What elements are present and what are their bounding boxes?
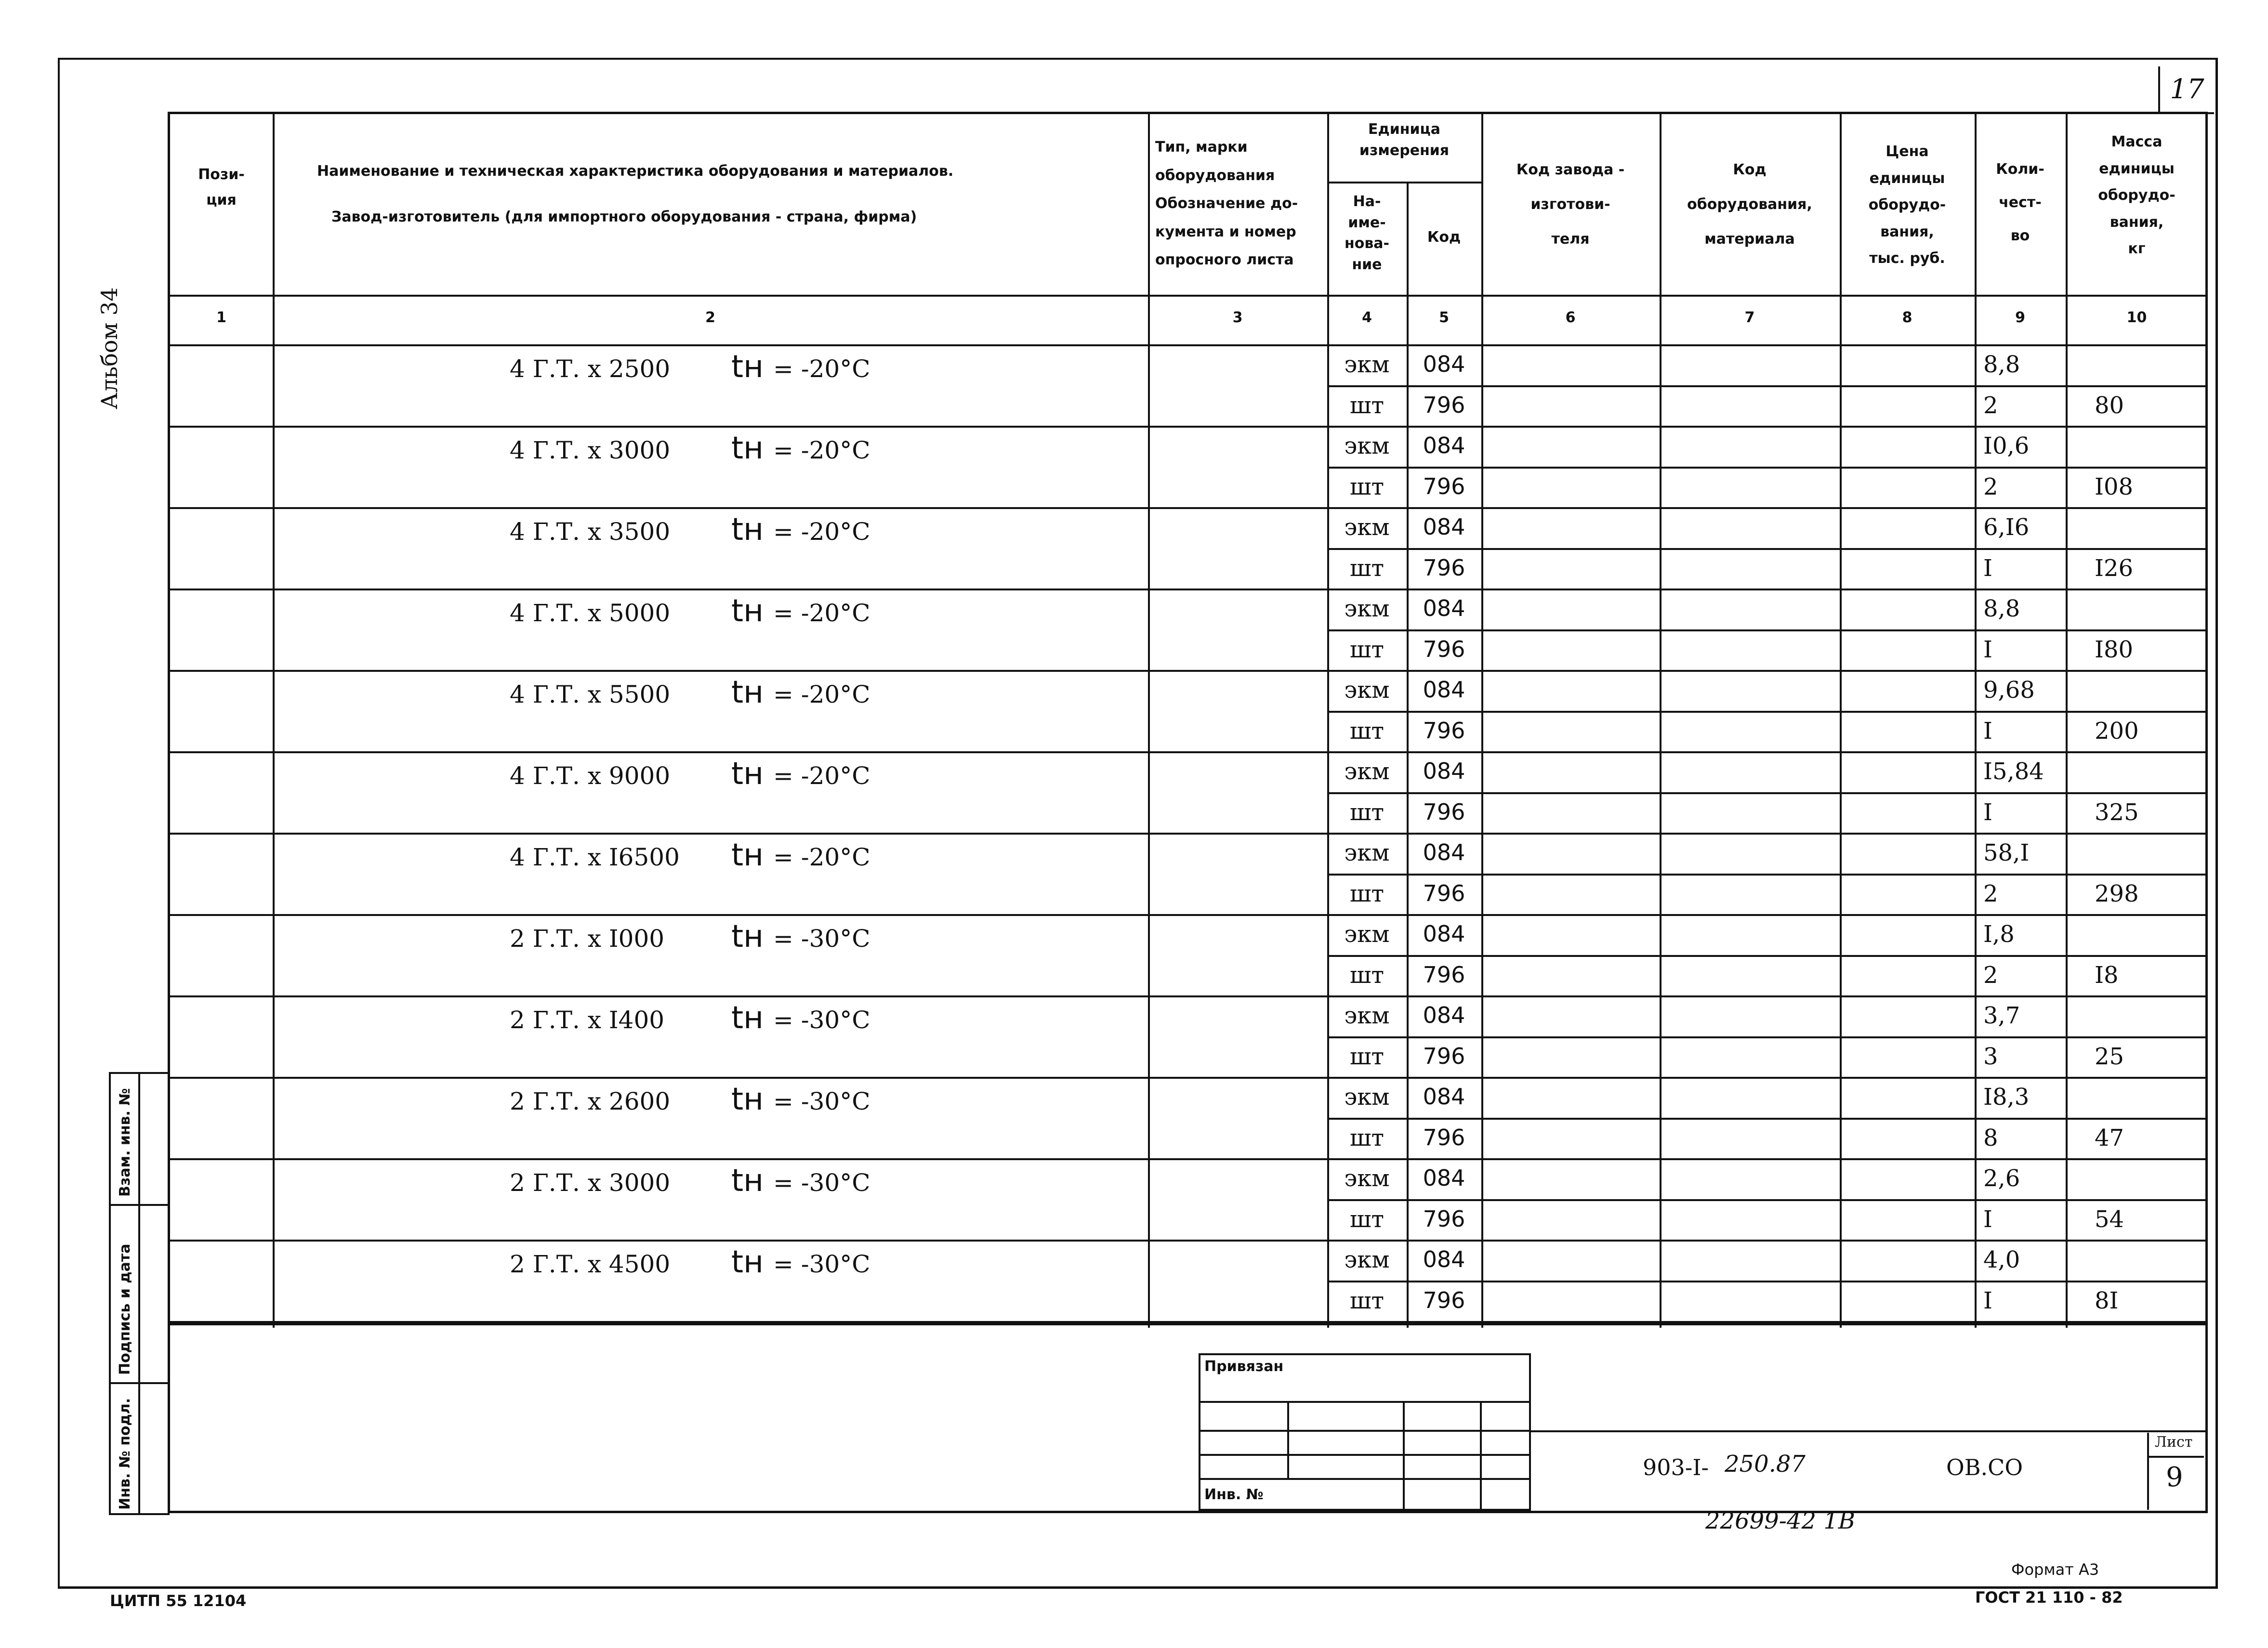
unit-code-cell: 084 bbox=[1423, 1165, 1465, 1191]
unit-code-cell: 796 bbox=[1423, 473, 1465, 499]
unit-code-cell: 084 bbox=[1423, 1002, 1465, 1028]
unit-name-cell: экм bbox=[1344, 514, 1390, 541]
equipment-size: 4 Г.Т. х 3000 bbox=[510, 436, 671, 464]
unit-code-cell: 796 bbox=[1423, 1043, 1465, 1069]
header-divider bbox=[170, 295, 2208, 297]
header-name: Наименование и техническая характеристика оборудования и материалов. bbox=[317, 163, 954, 180]
quantity-cell: 4,0 bbox=[1983, 1246, 2020, 1273]
binding-box bbox=[1199, 1353, 1531, 1511]
header-unit-name: На- име- нова- ние bbox=[1344, 193, 1390, 273]
unit-name-cell: шт bbox=[1349, 717, 1385, 745]
equipment-name bbox=[510, 675, 870, 710]
equipment-name bbox=[510, 1000, 870, 1036]
binding-line bbox=[1403, 1401, 1405, 1509]
temperature-value: = -20°C bbox=[773, 599, 870, 627]
row-divider bbox=[170, 589, 2208, 590]
header-quantity: Коли- чест- во bbox=[1996, 161, 2044, 244]
row-divider bbox=[1327, 711, 2208, 713]
row-divider bbox=[170, 751, 2208, 753]
mass-cell: 54 bbox=[2095, 1205, 2124, 1233]
row-divider bbox=[1327, 1036, 2208, 1038]
temperature-value: = -20°C bbox=[773, 762, 870, 790]
equipment-size: 2 Г.Т. х 2600 bbox=[510, 1087, 671, 1115]
unit-code-cell: 084 bbox=[1423, 677, 1465, 703]
equipment-size: 2 Г.Т. х 4500 bbox=[510, 1250, 671, 1278]
equipment-size: 2 Г.Т. х I000 bbox=[510, 925, 665, 953]
mass-cell: 325 bbox=[2095, 798, 2139, 826]
quantity-cell: I bbox=[1983, 717, 1992, 745]
unit-code-cell: 796 bbox=[1423, 717, 1465, 744]
quantity-cell: I bbox=[1983, 798, 1992, 826]
unit-code-cell: 084 bbox=[1423, 514, 1465, 540]
mass-cell: I26 bbox=[2095, 554, 2134, 582]
row-divider bbox=[170, 1240, 2208, 1242]
header-equipment-code: Код оборудования, материала bbox=[1687, 161, 1812, 248]
sheet-value: 9 bbox=[2166, 1462, 2183, 1493]
quantity-cell: 8,8 bbox=[1983, 351, 2020, 378]
equipment-size: 2 Г.Т. х 3000 bbox=[510, 1169, 671, 1197]
unit-code-cell: 796 bbox=[1423, 636, 1465, 662]
equipment-name bbox=[510, 512, 870, 548]
temperature-value: = -30°C bbox=[773, 1250, 870, 1278]
unit-name-cell: экм bbox=[1344, 839, 1390, 866]
quantity-cell: 9,68 bbox=[1983, 677, 2035, 704]
equipment-size: 4 Г.Т. х 3500 bbox=[510, 518, 671, 546]
column-number: 4 bbox=[1362, 309, 1372, 326]
quantity-cell: I bbox=[1983, 636, 1992, 663]
unit-name-cell: шт bbox=[1349, 798, 1385, 826]
side-stamp bbox=[109, 1072, 170, 1515]
temperature-symbol: tн bbox=[731, 756, 764, 792]
unit-code-cell: 084 bbox=[1423, 839, 1465, 865]
mass-cell: 25 bbox=[2095, 1043, 2124, 1070]
binding-label: Привязан bbox=[1204, 1358, 1284, 1375]
temperature-symbol: tн bbox=[731, 675, 764, 710]
unit-name-cell: шт bbox=[1349, 1043, 1385, 1070]
unit-name-cell: экм bbox=[1344, 1002, 1390, 1029]
header-position: Пози- ция bbox=[198, 166, 245, 209]
column-number: 10 bbox=[2126, 309, 2147, 326]
unit-name-cell: шт bbox=[1349, 1205, 1385, 1233]
column-number: 1 bbox=[216, 309, 226, 326]
equipment-size: 4 Г.Т. х 2500 bbox=[510, 355, 671, 383]
temperature-value: = -20°C bbox=[773, 355, 870, 383]
column-number: 5 bbox=[1439, 309, 1449, 326]
unit-code-cell: 796 bbox=[1423, 554, 1465, 581]
unit-name-cell: шт bbox=[1349, 392, 1385, 419]
document-code-handwritten: 250.87 bbox=[1725, 1451, 1806, 1478]
row-divider bbox=[170, 1321, 2208, 1323]
unit-name-cell: экм bbox=[1344, 921, 1390, 948]
quantity-cell: I0,6 bbox=[1983, 432, 2030, 459]
quantity-cell: 8 bbox=[1983, 1124, 1998, 1151]
unit-code-cell: 084 bbox=[1423, 432, 1465, 458]
section-code: ОВ.СО bbox=[1946, 1454, 2023, 1480]
unit-code-cell: 084 bbox=[1423, 595, 1465, 621]
equipment-name bbox=[510, 431, 870, 466]
stamp-inv-label: Инв. № подл. bbox=[117, 1398, 133, 1510]
unit-code-cell: 084 bbox=[1423, 758, 1465, 784]
equipment-size: 4 Г.Т. х 9000 bbox=[510, 762, 671, 790]
quantity-cell: 2 bbox=[1983, 961, 1998, 989]
mass-cell: 298 bbox=[2095, 880, 2139, 907]
equipment-size: 4 Г.Т. х I6500 bbox=[510, 843, 680, 871]
equipment-name bbox=[510, 349, 870, 385]
temperature-symbol: tн bbox=[731, 1082, 764, 1117]
unit-name-cell: шт bbox=[1349, 1287, 1385, 1314]
unit-code-cell: 796 bbox=[1423, 392, 1465, 418]
footer-gost: ГОСТ 21 110 - 82 bbox=[1975, 1588, 2123, 1607]
specification-table bbox=[168, 112, 2208, 1325]
album-label: Альбом 34 bbox=[96, 287, 122, 409]
unit-name-cell: шт bbox=[1349, 1124, 1385, 1151]
unit-name-cell: экм bbox=[1344, 351, 1390, 378]
mass-cell: 200 bbox=[2095, 717, 2139, 745]
row-divider bbox=[1327, 1281, 2208, 1282]
row-divider bbox=[1327, 629, 2208, 631]
equipment-size: 2 Г.Т. х I400 bbox=[510, 1006, 665, 1034]
inv-number-label: Инв. № bbox=[1204, 1486, 1264, 1503]
unit-name-cell: шт bbox=[1349, 880, 1385, 907]
column-number: 3 bbox=[1232, 309, 1243, 326]
unit-code-cell: 796 bbox=[1423, 1205, 1465, 1232]
unit-code-cell: 796 bbox=[1423, 798, 1465, 825]
title-block-line bbox=[1531, 1430, 2208, 1432]
equipment-name bbox=[510, 1163, 870, 1199]
temperature-value: = -30°C bbox=[773, 1087, 870, 1115]
temperature-value: = -20°C bbox=[773, 680, 870, 708]
unit-code-cell: 796 bbox=[1423, 961, 1465, 988]
temperature-symbol: tн bbox=[731, 837, 764, 873]
temperature-symbol: tн bbox=[731, 431, 764, 466]
quantity-cell: 2,6 bbox=[1983, 1165, 2020, 1192]
footer-format: Формат А3 bbox=[2011, 1560, 2099, 1579]
row-divider bbox=[170, 995, 2208, 997]
sheet-number-top: 17 bbox=[2158, 66, 2214, 114]
unit-code-cell: 084 bbox=[1423, 921, 1465, 947]
row-divider bbox=[170, 1077, 2208, 1079]
title-block-area bbox=[168, 1325, 2208, 1513]
sheet-cell bbox=[2147, 1433, 2206, 1510]
header-mass: Масса единицы оборудо- вания, кг bbox=[2098, 133, 2176, 257]
unit-code-cell: 796 bbox=[1423, 1124, 1465, 1151]
temperature-value: = -30°C bbox=[773, 925, 870, 953]
quantity-cell: I bbox=[1983, 554, 1992, 582]
equipment-name bbox=[510, 837, 870, 873]
stamp-divider bbox=[111, 1204, 168, 1206]
column-number: 9 bbox=[2015, 309, 2025, 326]
sheet-label: Лист bbox=[2155, 1434, 2193, 1451]
row-divider bbox=[1327, 1199, 2208, 1201]
temperature-symbol: tн bbox=[731, 1000, 764, 1036]
quantity-cell: I5,84 bbox=[1983, 758, 2044, 785]
stamp-vzam-label: Взам. инв. № bbox=[117, 1088, 133, 1197]
column-number: 8 bbox=[1902, 309, 1912, 326]
equipment-name bbox=[510, 756, 870, 792]
unit-name-cell: экм bbox=[1344, 595, 1390, 622]
temperature-symbol: tн bbox=[731, 349, 764, 385]
column-number: 2 bbox=[705, 309, 715, 326]
row-divider bbox=[170, 1158, 2208, 1160]
quantity-cell: I bbox=[1983, 1287, 1992, 1314]
row-divider bbox=[170, 507, 2208, 509]
unit-name-cell: экм bbox=[1344, 1165, 1390, 1192]
unit-code-cell: 084 bbox=[1423, 1246, 1465, 1272]
unit-name-cell: экм bbox=[1344, 432, 1390, 459]
row-divider bbox=[1327, 385, 2208, 387]
handwritten-registration: 22699-42 1В bbox=[1705, 1507, 1856, 1534]
equipment-name bbox=[510, 919, 870, 955]
quantity-cell: I bbox=[1983, 1205, 1992, 1233]
unit-name-cell: шт bbox=[1349, 636, 1385, 663]
unit-name-cell: экм bbox=[1344, 758, 1390, 785]
header-divider bbox=[1327, 182, 1481, 183]
document-code: 903-I- bbox=[1643, 1454, 1709, 1480]
sheet-line bbox=[2149, 1456, 2204, 1458]
temperature-symbol: tн bbox=[731, 1244, 764, 1280]
mass-cell: I8 bbox=[2095, 961, 2119, 989]
header-price: Цена единицы оборудо- вания, тыс. руб. bbox=[1868, 143, 1946, 267]
row-divider bbox=[1327, 1118, 2208, 1120]
row-divider bbox=[170, 426, 2208, 428]
quantity-cell: I8,3 bbox=[1983, 1084, 2030, 1111]
mass-cell: I08 bbox=[2095, 473, 2134, 500]
quantity-cell: 3,7 bbox=[1983, 1002, 2020, 1029]
binding-line bbox=[1480, 1401, 1482, 1509]
mass-cell: 8I bbox=[2095, 1287, 2119, 1314]
quantity-cell: 2 bbox=[1983, 392, 1998, 419]
header-divider bbox=[170, 344, 2208, 346]
temperature-value: = -20°C bbox=[773, 518, 870, 546]
temperature-value: = -30°C bbox=[773, 1006, 870, 1034]
temperature-symbol: tн bbox=[731, 1163, 764, 1199]
stamp-signature-label: Подпись и дата bbox=[117, 1243, 133, 1375]
quantity-cell: 2 bbox=[1983, 880, 1998, 907]
footer-left: ЦИТП 55 12104 bbox=[110, 1592, 247, 1610]
quantity-cell: 6,I6 bbox=[1983, 514, 2030, 541]
header-name-sub: Завод-изготовитель (для импортного оборудования - страна, фирма) bbox=[331, 209, 917, 225]
row-divider bbox=[1327, 548, 2208, 550]
unit-name-cell: шт bbox=[1349, 961, 1385, 989]
temperature-value: = -20°C bbox=[773, 436, 870, 464]
temperature-value: = -30°C bbox=[773, 1169, 870, 1197]
temperature-symbol: tн bbox=[731, 919, 764, 955]
row-divider bbox=[1327, 467, 2208, 469]
unit-code-cell: 084 bbox=[1423, 1084, 1465, 1110]
header-unit-group: Единица измерения bbox=[1359, 121, 1450, 159]
unit-name-cell: экм bbox=[1344, 677, 1390, 704]
row-divider bbox=[170, 914, 2208, 916]
mass-cell: I80 bbox=[2095, 636, 2134, 663]
temperature-symbol: tн bbox=[731, 512, 764, 548]
unit-code-cell: 796 bbox=[1423, 1287, 1465, 1313]
quantity-cell: I,8 bbox=[1983, 921, 2015, 948]
temperature-symbol: tн bbox=[731, 593, 764, 629]
unit-name-cell: шт bbox=[1349, 473, 1385, 500]
equipment-size: 4 Г.Т. х 5500 bbox=[510, 680, 671, 708]
unit-name-cell: экм bbox=[1344, 1084, 1390, 1111]
equipment-size: 4 Г.Т. х 5000 bbox=[510, 599, 671, 627]
unit-code-cell: 796 bbox=[1423, 880, 1465, 906]
row-divider bbox=[1327, 955, 2208, 957]
equipment-name bbox=[510, 1082, 870, 1117]
stamp-divider bbox=[111, 1382, 168, 1384]
row-divider bbox=[170, 670, 2208, 672]
quantity-cell: 2 bbox=[1983, 473, 1998, 500]
row-divider bbox=[1327, 874, 2208, 876]
unit-name-cell: шт bbox=[1349, 554, 1385, 582]
equipment-name bbox=[510, 593, 870, 629]
column-number: 7 bbox=[1744, 309, 1755, 326]
header-type: Тип, марки оборудования Обозначение до- кумента и номер опросного листа bbox=[1155, 139, 1298, 268]
unit-name-cell: экм bbox=[1344, 1246, 1390, 1273]
quantity-cell: 58,I bbox=[1983, 839, 2030, 866]
equipment-name bbox=[510, 1244, 870, 1280]
temperature-value: = -20°C bbox=[773, 843, 870, 871]
header-maker-code: Код завода - изготови- теля bbox=[1516, 161, 1625, 248]
header-unit-code: Код bbox=[1427, 229, 1461, 246]
row-divider bbox=[170, 833, 2208, 835]
row-divider bbox=[1327, 792, 2208, 794]
binding-line bbox=[1287, 1401, 1289, 1478]
mass-cell: 47 bbox=[2095, 1124, 2124, 1151]
mass-cell: 80 bbox=[2095, 392, 2124, 419]
quantity-cell: 3 bbox=[1983, 1043, 1998, 1070]
quantity-cell: 8,8 bbox=[1983, 595, 2020, 622]
column-number: 6 bbox=[1565, 309, 1576, 326]
unit-code-cell: 084 bbox=[1423, 351, 1465, 377]
